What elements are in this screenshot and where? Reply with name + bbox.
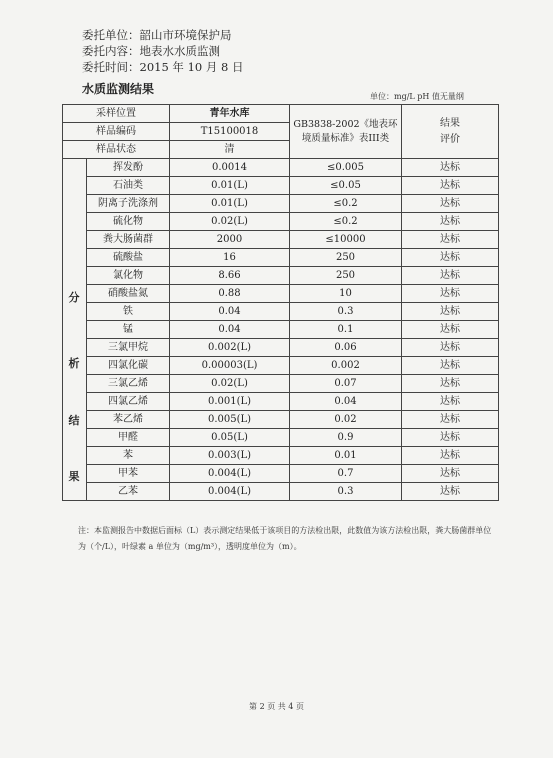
commission-content: 委托内容：地表水水质监测 [82,44,220,58]
measured-value: 0.003(L) [170,447,290,465]
standard-limit: 250 [290,249,402,267]
measured-value: 0.002(L) [170,339,290,357]
standard-limit: ≤0.2 [290,195,402,213]
table-row [63,429,499,447]
table-row [63,177,499,195]
evaluation-result: 达标 [402,213,499,231]
client-unit: 委托单位：韶山市环境保护局 [82,28,232,42]
standard-limit: 0.1 [290,321,402,339]
evaluation-result: 达标 [402,177,499,195]
measured-value: 0.02(L) [170,213,290,231]
result-header [402,105,499,159]
evaluation-result: 达标 [402,357,499,375]
evaluation-result: 达标 [402,231,499,249]
sample-state: 清 [170,141,290,159]
measured-value: 0.004(L) [170,465,290,483]
page-number: 第 2 页 共 4 页 [249,702,304,711]
evaluation-result: 达标 [402,303,499,321]
analyte-name: 甲醛 [87,429,170,447]
table-row [63,339,499,357]
standard-limit: 0.01 [290,447,402,465]
standard-limit: 0.06 [290,339,402,357]
table-row [63,303,499,321]
table-row [63,357,499,375]
standard-limit: 0.02 [290,411,402,429]
table-row [63,249,499,267]
analyte-name: 铁 [87,303,170,321]
standard-limit: 250 [290,267,402,285]
sample-location: 青年水库 [170,105,290,123]
table-row [63,465,499,483]
measured-value: 0.01(L) [170,195,290,213]
standard-limit: 0.3 [290,483,402,501]
evaluation-result: 达标 [402,159,499,177]
measured-value: 0.01(L) [170,177,290,195]
evaluation-result: 达标 [402,447,499,465]
analyte-name: 硫化物 [87,213,170,231]
evaluation-result: 达标 [402,195,499,213]
analyte-name: 苯乙烯 [87,411,170,429]
standard-limit: 10 [290,285,402,303]
standard-limit: ≤0.2 [290,213,402,231]
header-row-location [63,105,499,123]
measured-value: 16 [170,249,290,267]
measured-value: 0.02(L) [170,375,290,393]
evaluation-result: 达标 [402,483,499,501]
analyte-name: 乙苯 [87,483,170,501]
standard-limit: ≤0.05 [290,177,402,195]
evaluation-result: 达标 [402,249,499,267]
analyte-name: 四氯化碳 [87,357,170,375]
measured-value: 0.0014 [170,159,290,177]
evaluation-result: 达标 [402,393,499,411]
table-row [63,231,499,249]
analyte-name: 硝酸盐氮 [87,285,170,303]
table-row [63,321,499,339]
measured-value: 0.05(L) [170,429,290,447]
standard-limit: 0.04 [290,393,402,411]
label-code: 样品编码 [63,123,170,141]
measured-value: 2000 [170,231,290,249]
analyte-name: 三氯甲烷 [87,339,170,357]
evaluation-result: 达标 [402,321,499,339]
side-label-char-3: 结 [68,414,80,427]
table-row [63,447,499,465]
table-row [63,267,499,285]
label-state: 样品状态 [63,141,170,159]
analyte-name: 甲苯 [87,465,170,483]
measured-value: 0.00003(L) [170,357,290,375]
evaluation-result: 达标 [402,285,499,303]
evaluation-result: 达标 [402,429,499,447]
analyte-name: 苯 [87,447,170,465]
evaluation-result: 达标 [402,267,499,285]
result-header-line2: 评价 [440,133,460,145]
results-table [62,104,499,501]
analyte-name: 粪大肠菌群 [87,231,170,249]
analyte-name: 石油类 [87,177,170,195]
analyte-name: 锰 [87,321,170,339]
sample-code: T15100018 [170,123,290,141]
table-row [63,285,499,303]
measured-value: 8.66 [170,267,290,285]
analyte-name: 硫酸盐 [87,249,170,267]
side-label-char-1: 分 [68,291,80,304]
analyte-name: 四氯乙烯 [87,393,170,411]
result-header-line1: 结果 [440,117,460,129]
table-row [63,375,499,393]
table-row [63,213,499,231]
analyte-name: 阴离子洗涤剂 [87,195,170,213]
standard-limit: 0.002 [290,357,402,375]
evaluation-result: 达标 [402,339,499,357]
evaluation-result: 达标 [402,465,499,483]
standard-limit: 0.3 [290,303,402,321]
measured-value: 0.88 [170,285,290,303]
measured-value: 0.04 [170,303,290,321]
measured-value: 0.004(L) [170,483,290,501]
table-row [63,159,499,177]
standard-limit: 0.7 [290,465,402,483]
table-row [63,411,499,429]
standard-header: GB3838-2002《地表环境质量标准》表III类 [290,105,402,159]
measured-value: 0.04 [170,321,290,339]
evaluation-result: 达标 [402,411,499,429]
label-location: 采样位置 [63,105,170,123]
analyte-name: 挥发酚 [87,159,170,177]
side-label-char-4: 果 [68,470,80,483]
table-row [63,195,499,213]
footnote: 注：本监测报告中数据后面标（L）表示测定结果低于该项目的方法检出限，此数值为该方法检出限，粪大肠菌群单位为（个/L），叶绿素 a 单位为（mg/m³），透明度单位为（m）。 [78,526,492,551]
standard-limit: 0.9 [290,429,402,447]
standard-limit: 0.07 [290,375,402,393]
section-title: 水质监测结果 [82,82,155,96]
analyte-name: 三氯乙烯 [87,375,170,393]
side-label-char-2: 析 [68,357,80,370]
standard-limit: ≤10000 [290,231,402,249]
table-row [63,393,499,411]
table-row [63,483,499,501]
commission-time: 委托时间：2015 年 10 月 8 日 [82,60,244,74]
standard-limit: ≤0.005 [290,159,402,177]
analyte-name: 氯化物 [87,267,170,285]
measured-value: 0.001(L) [170,393,290,411]
measured-value: 0.005(L) [170,411,290,429]
analysis-result-side-cell [63,159,87,501]
units-note: 单位：mg/L pH 值无量纲 [370,92,464,101]
evaluation-result: 达标 [402,375,499,393]
